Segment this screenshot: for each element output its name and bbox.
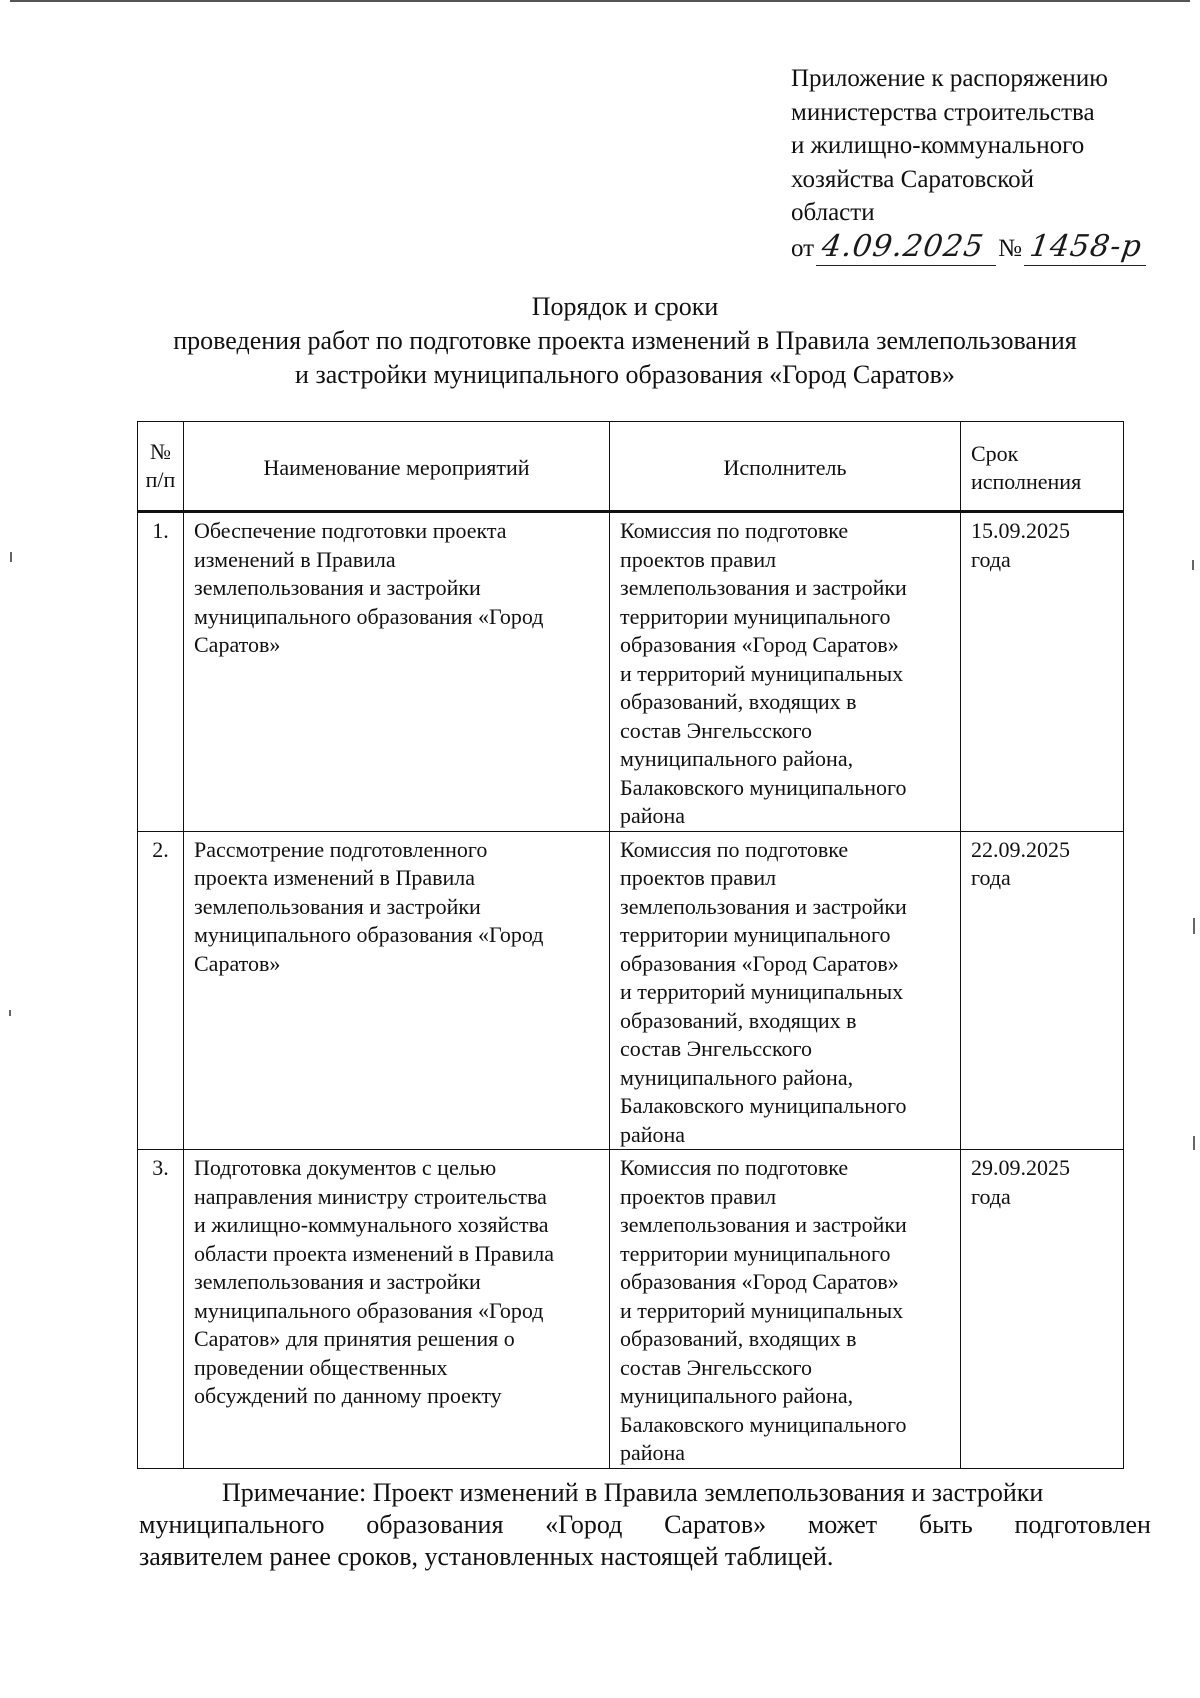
handwritten-number: 1458-р xyxy=(1027,228,1145,264)
header-num xyxy=(138,422,184,512)
appendix-header xyxy=(791,62,1191,266)
row-number: 1. xyxy=(138,512,184,832)
row-number: 2. xyxy=(138,831,184,1150)
cell-line: территории муниципального xyxy=(620,922,891,947)
cell-line: и территорий муниципальных xyxy=(620,979,904,1004)
note-line-text: Примечание: Проект изменений в Правила землепользования и застройки xyxy=(222,1478,1044,1507)
cell-line: направления министру строительства xyxy=(194,1183,547,1209)
cell-line: года xyxy=(971,546,1011,572)
cell-line: Балаковского муниципального xyxy=(620,1411,907,1437)
cell-line: муниципального образования «Город xyxy=(194,922,544,947)
footnote xyxy=(139,1477,1151,1573)
number-prefix: № xyxy=(998,235,1022,262)
header-num-line: № xyxy=(150,438,171,464)
note-word: быть xyxy=(918,1510,973,1539)
table-row xyxy=(138,831,1124,1150)
cell-line: Рассмотрение подготовленного xyxy=(194,836,488,862)
cell-line: образований, входящих в xyxy=(620,689,857,714)
header-num-line: п/п xyxy=(145,467,176,492)
note-word: «Город xyxy=(545,1510,623,1539)
appendix-line: министерства строительства xyxy=(791,98,1095,126)
cell-line: территории муниципального xyxy=(620,603,891,629)
cell-line: муниципального района, xyxy=(620,1064,854,1090)
header-deadline xyxy=(961,422,1124,512)
cell-line: 15.09.2025 xyxy=(971,518,1070,543)
note-line: заявителем ранее сроков, установленных настоящей таблицей. xyxy=(139,1542,834,1571)
cell-line: землепользования и застройки xyxy=(194,1269,481,1294)
cell-line: области проекта изменений в Правила xyxy=(194,1240,555,1266)
appendix-line: Приложение к распоряжению xyxy=(791,65,1108,92)
scan-edge-mark xyxy=(1192,560,1194,570)
cell-line: 29.09.2025 xyxy=(971,1155,1070,1180)
cell-line: состав Энгельсского xyxy=(620,717,812,743)
scan-edge-mark xyxy=(9,1010,11,1016)
cell-line: состав Энгельсского xyxy=(620,1036,812,1061)
cell-line: 22.09.2025 xyxy=(971,836,1070,862)
cell-line: Комиссия по подготовке xyxy=(620,836,849,862)
cell-line: и территорий муниципальных xyxy=(620,1297,904,1323)
cell-line: изменений в Правила xyxy=(194,546,396,572)
appendix-line: и жилищно-коммунального xyxy=(791,132,1085,159)
scan-edge-mark xyxy=(10,552,12,562)
note-line xyxy=(139,1509,1151,1541)
row-executor xyxy=(610,1150,961,1469)
scan-edge-mark xyxy=(1193,918,1195,934)
cell-line: Балаковского муниципального xyxy=(620,774,907,800)
row-activity xyxy=(184,831,610,1150)
cell-line: обсуждений по данному проекту xyxy=(194,1383,502,1408)
row-deadline xyxy=(961,512,1124,832)
title-line: Порядок и сроки xyxy=(531,292,719,321)
table-row xyxy=(138,1150,1124,1469)
note-word: образования xyxy=(366,1510,504,1539)
cell-line: проведении общественных xyxy=(194,1354,448,1380)
cell-line: Подготовка документов с целью xyxy=(194,1155,497,1180)
cell-line: района xyxy=(620,1440,686,1465)
note-line xyxy=(139,1477,1151,1509)
order-date-number xyxy=(791,230,1191,266)
cell-line: и территорий муниципальных xyxy=(620,660,904,686)
cell-line: проектов правил xyxy=(620,865,777,890)
cell-line: муниципального образования «Город xyxy=(194,1297,544,1323)
header-name: Наименование мероприятий xyxy=(184,422,610,512)
cell-line: землепользования и застройки xyxy=(620,893,907,919)
cell-line: района xyxy=(620,1121,686,1147)
document-title xyxy=(100,290,1150,392)
cell-line: и жилищно-коммунального хозяйства xyxy=(194,1212,549,1237)
cell-line: землепользования и застройки xyxy=(620,575,907,600)
cell-line: проектов правил xyxy=(620,546,777,572)
handwritten-date: 4.09.2025 xyxy=(819,228,987,264)
cell-line: Саратов» для принятия решения о xyxy=(194,1326,515,1351)
scan-top-edge xyxy=(10,0,1190,2)
header-deadline-line: исполнения xyxy=(971,469,1082,494)
cell-line: года xyxy=(971,1183,1011,1209)
cell-line: образований, входящих в xyxy=(620,1007,857,1033)
cell-line: Саратов» xyxy=(194,950,281,976)
cell-line: территории муниципального xyxy=(620,1240,891,1266)
note-word: может xyxy=(807,1510,878,1539)
note-word: муниципального xyxy=(139,1510,325,1539)
schedule-table xyxy=(137,421,1124,1469)
header-executor: Исполнитель xyxy=(610,422,961,512)
row-executor xyxy=(610,512,961,832)
cell-line: Обеспечение подготовки проекта xyxy=(194,518,507,543)
row-activity xyxy=(184,1150,610,1469)
cell-line: проекта изменений в Правила xyxy=(194,865,475,890)
cell-line: Балаковского муниципального xyxy=(620,1093,907,1118)
cell-line: состав Энгельсского xyxy=(620,1354,812,1380)
cell-line: землепользования и застройки xyxy=(194,575,481,600)
cell-line: землепользования и застройки xyxy=(194,893,481,919)
scan-edge-mark xyxy=(1193,1136,1195,1150)
title-line: проведения работ по подготовке проекта изменений в Правила землепользования xyxy=(173,326,1077,355)
date-prefix: от xyxy=(791,235,815,262)
row-deadline xyxy=(961,1150,1124,1469)
cell-line: образования «Город Саратов» xyxy=(620,632,899,657)
cell-line: образования «Город Саратов» xyxy=(620,1269,899,1294)
cell-line: проектов правил xyxy=(620,1183,777,1209)
table-header-row xyxy=(138,422,1124,512)
row-executor xyxy=(610,831,961,1150)
appendix-line: хозяйства Саратовской xyxy=(791,165,1034,193)
table-row xyxy=(138,512,1124,832)
cell-line: образования «Город Саратов» xyxy=(620,950,899,976)
note-word: Саратов» xyxy=(664,1510,767,1539)
cell-line: муниципального района, xyxy=(620,746,854,771)
cell-line: муниципального района, xyxy=(620,1383,854,1408)
row-deadline xyxy=(961,831,1124,1150)
note-word: подготовлен xyxy=(1014,1510,1151,1539)
cell-line: Саратов» xyxy=(194,632,281,657)
cell-line: муниципального образования «Город xyxy=(194,603,544,629)
cell-line: образований, входящих в xyxy=(620,1326,857,1351)
handwritten-number-field xyxy=(1024,228,1146,266)
cell-line: Комиссия по подготовке xyxy=(620,1155,849,1180)
row-number: 3. xyxy=(138,1150,184,1469)
row-activity xyxy=(184,512,610,832)
cell-line: землепользования и застройки xyxy=(620,1212,907,1237)
header-deadline-line: Срок xyxy=(971,440,1019,466)
cell-line: Комиссия по подготовке xyxy=(620,518,849,543)
handwritten-date-field xyxy=(816,228,996,266)
cell-line: района xyxy=(620,803,686,828)
appendix-line: области xyxy=(791,199,875,226)
title-line: и застройки муниципального образования «Город Саратов» xyxy=(295,360,955,389)
cell-line: года xyxy=(971,865,1011,890)
